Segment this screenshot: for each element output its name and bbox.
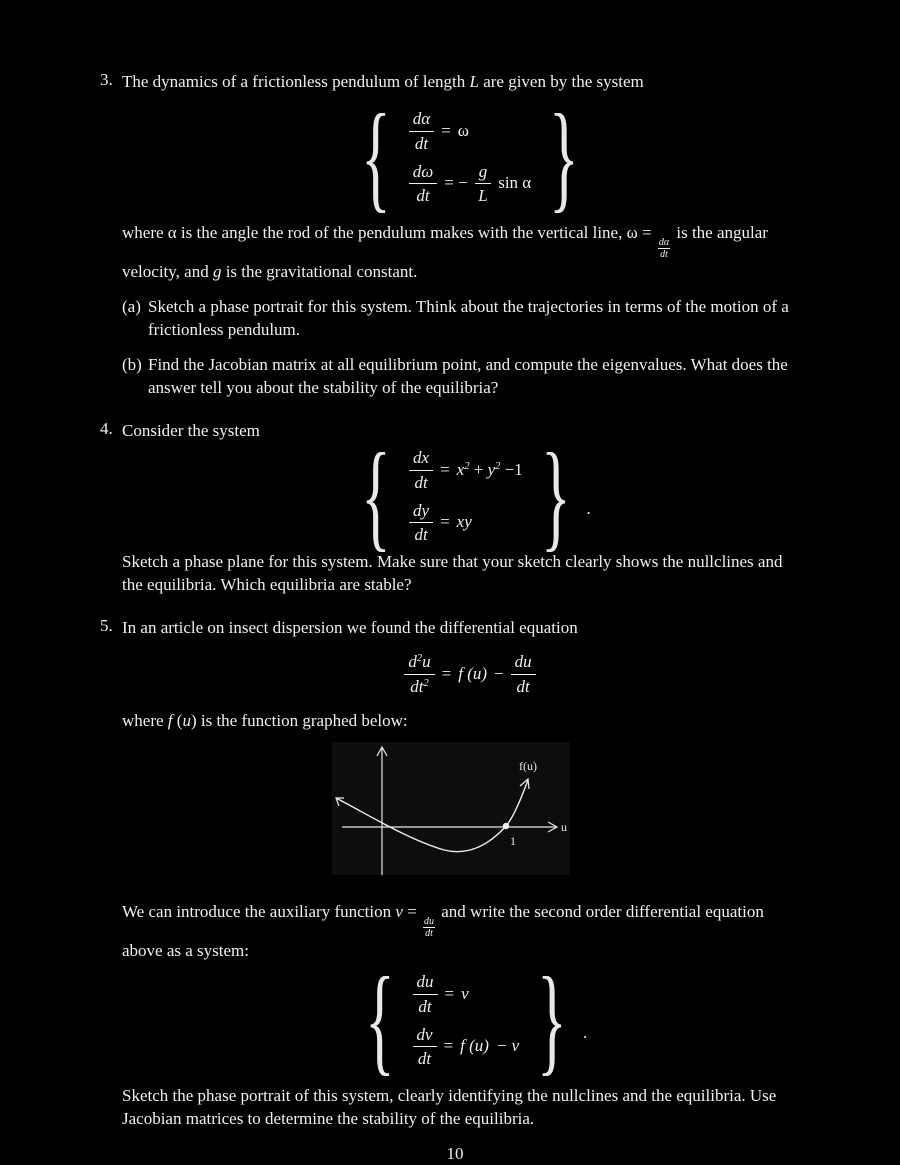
minus-sign: −: [494, 664, 504, 683]
rhs-x2-y2-1: $x^2 + y^2 -1$: [456, 459, 523, 479]
problem-5-number: 5.: [100, 616, 113, 635]
left-brace: {: [361, 90, 391, 224]
problem-5-intro-paragraph: [122, 900, 840, 962]
problem-5-outro-paragraph: [122, 1084, 840, 1130]
minus-v-term: − v: [495, 1036, 520, 1056]
problem-3-heading: [100, 70, 840, 93]
part-b-label: (b): [122, 355, 142, 374]
var-u: u: [182, 711, 191, 730]
problem-3-part-a: [122, 295, 840, 341]
system-3-row-1: [409, 109, 531, 153]
tick-label-1: 1: [510, 834, 516, 848]
problem-3-where-paragraph: [122, 221, 840, 283]
system-4-rows: [409, 448, 523, 544]
problem-4-heading: [100, 419, 840, 442]
fraction-dv-dt: $\frac{dv}{dt}$: [413, 1025, 437, 1069]
fu-graph-svg: [332, 742, 570, 875]
equation-period: .: [586, 499, 591, 518]
equals-sign: =: [441, 120, 451, 140]
problem-4-title: Consider the system: [122, 421, 260, 440]
part-b-line-2: answer tell you about the stability of the equilibria?: [148, 378, 499, 397]
point-marker-u1: [503, 823, 509, 829]
fraction-dy-dt: $\frac{dy}{dt}$: [409, 501, 433, 545]
part-a-line-2: frictionless pendulum.: [148, 320, 301, 339]
right-brace: }: [549, 90, 579, 224]
problem-3-part-b: [122, 353, 840, 399]
sin-alpha-term: sin α: [498, 173, 532, 193]
problem-4-number: 4.: [100, 419, 113, 438]
system-4-row-2: [409, 501, 523, 545]
right-brace: }: [537, 953, 567, 1087]
page-number: 10: [446, 1144, 464, 1163]
equation-period: .: [583, 1023, 588, 1042]
intro-line-1: We can introduce the auxiliary function v = $\frac{du}{dt}$ and write the second order differential equation: [122, 902, 764, 939]
inline-fraction-du-dt: $\frac{du}{dt}$: [424, 916, 435, 939]
outro-line-1: Sketch the phase portrait of this system, clearly identifying the nullclines and the equilibria. Use: [122, 1086, 777, 1105]
fraction-d2u-dt2: $\frac{d^2u}{dt^2}$: [404, 652, 434, 696]
system-5-row-1: [413, 972, 520, 1016]
where-line-2: velocity, and g is the gravitational constant.: [122, 262, 418, 281]
equals-sign: =: [440, 459, 450, 479]
fraction-dx-dt: $\frac{dx}{dt}$: [409, 448, 433, 492]
system-5-rows: [413, 972, 520, 1068]
rhs-v: v: [461, 983, 469, 1003]
var-L: L: [469, 72, 479, 91]
fraction-dalpha-dt: $\frac{d\alpha}{dt}$: [409, 109, 434, 153]
right-brace: }: [540, 429, 571, 563]
system-3-rows: [409, 109, 531, 205]
problem-5-heading: [100, 616, 840, 639]
problem-3-number: 3.: [100, 70, 113, 89]
system-5-equation: [100, 953, 840, 1087]
problem-4-paragraph: [122, 550, 840, 596]
fu-graph-figure: [332, 742, 840, 880]
equals-sign: =: [440, 512, 450, 532]
problem-5-equation: [100, 649, 840, 699]
problem-4-line-2: the equilibria. Which equilibria are stable?: [122, 575, 412, 594]
equals-sign: =: [443, 1036, 454, 1056]
problem-5-title: In an article on insect dispersion we found the differential equation: [122, 618, 578, 637]
var-g: g: [212, 262, 222, 281]
part-a-label: (a): [122, 297, 141, 316]
fraction-domega-dt: $\frac{d\omega}{dt}$: [409, 162, 438, 206]
curve-label: f(u): [519, 759, 537, 773]
inline-fraction-dalpha-dt: $\frac{d\alpha}{dt}$: [658, 237, 670, 260]
second-order-ode: [404, 652, 535, 696]
var-v: v: [395, 902, 403, 921]
problem-3-title-text: The dynamics of a frictionless pendulum of length: [122, 72, 470, 91]
var-omega: ω: [457, 120, 469, 140]
rhs-xy: xy: [456, 512, 472, 532]
equals-sign: =: [444, 983, 455, 1003]
left-brace: {: [364, 953, 395, 1087]
system-4-row-1: [409, 448, 523, 492]
equals-sign: =: [441, 664, 452, 683]
problem-4-line-1: Sketch a phase plane for this system. Make sure that your sketch clearly shows the nullclines and: [122, 552, 783, 571]
system-3-row-2: [409, 162, 531, 206]
system-3-equation: [100, 90, 840, 224]
fraction-g-L: $\frac{g}{L}$: [475, 162, 492, 206]
left-brace: {: [361, 429, 391, 563]
f-of-u-term: f (u): [460, 1036, 489, 1056]
system-5-row-2: [413, 1025, 520, 1069]
intro-line-2: above as a system:: [122, 941, 249, 960]
where-line-1: where α is the angle the rod of the pendulum makes with the vertical line, ω = $\frac{d\alpha}{dt}$ is the angular: [122, 223, 768, 260]
problem-3-title-tail: are given by the system: [478, 72, 644, 91]
var-f: f: [167, 711, 173, 730]
fraction-du-dt: $\frac{du}{dt}$: [511, 652, 536, 696]
part-a-line-1: Sketch a phase portrait for this system. Think about the trajectories in terms of the motion of a: [148, 297, 789, 316]
outro-line-2: Jacobian matrices to determine the stability of the equilibria.: [122, 1109, 535, 1128]
x-axis-label: u: [561, 820, 567, 834]
fraction-du-dt: $\frac{du}{dt}$: [413, 972, 438, 1016]
part-b-line-1: Find the Jacobian matrix at all equilibrium point, and compute the eigenvalues. What does the: [148, 355, 788, 374]
problem-5-where-line: where f (u) is the function graphed below:: [122, 711, 408, 730]
equals-minus-sign: = −: [444, 173, 468, 193]
f-of-u-term: f (u): [458, 664, 488, 683]
